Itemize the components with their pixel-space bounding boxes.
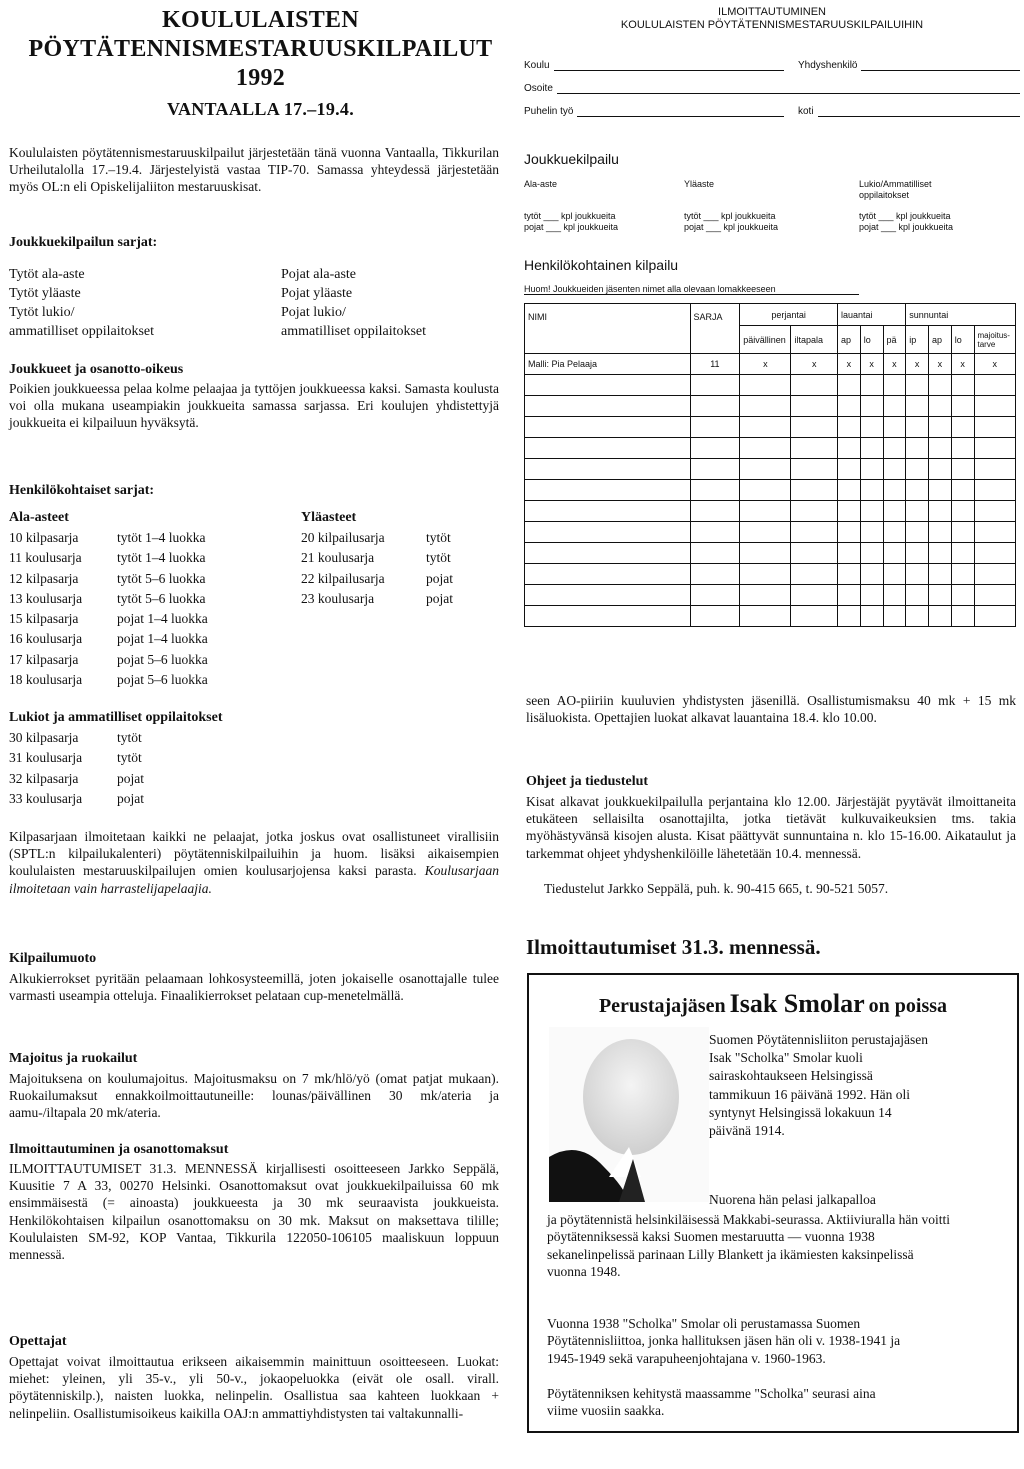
lukio-series-list: [9, 728, 197, 809]
registration-heading: Ilmoittautuminen ja osanottomaksut: [9, 1142, 229, 1157]
format-text: Alkukierrokset pyritään pelaamaan lohkosysteemillä, joten jokaiselle osanottajalle tulee varmasti useampia otteluja. Finaalikierrokset pelataan cup-menetelmällä.: [9, 971, 499, 1004]
obituary-title-pre: Perustajajäsen: [598, 995, 726, 1017]
format-heading: Kilpailumuoto: [9, 951, 97, 966]
ala-row: 15 kilpasarja pojat 1–4 luokka: [9, 611, 208, 627]
teachers-text: Opettajat voivat ilmoittautua erikseen aikaisemmin mainittuun osoitteeseen. Luokat: miehet: yleinen, yli 35-v., yli 50-v., jokaopeluokka (eivät ole osall. virall. pöytätenniskilp.), naisten luokka, nelinpelin. Osallistua saa kahteen luokkaan + nelinpeliin. Osallistumisoikeus kaikilla OAJ:n ammattiyhdistysten tai valtakunnalli-: [9, 1354, 499, 1421]
yla-row: 23 koulusarja pojat: [301, 590, 453, 606]
title-year: 1992: [235, 65, 286, 91]
series-item: Tytöt ala-aste: [9, 267, 85, 282]
form-row-school: [524, 60, 1020, 71]
table-row[interactable]: [525, 396, 1016, 417]
col-header-ip: ip: [906, 326, 929, 354]
deadline-headline: Ilmoittautumiset 31.3. mennessä.: [526, 935, 821, 959]
col-header-series: SARJA: [690, 304, 740, 354]
example-mark: x: [838, 354, 861, 375]
series-item: ammatilliset oppilaitokset: [281, 324, 427, 339]
osoite-field[interactable]: [557, 93, 1020, 94]
teachers-heading: Opettajat: [9, 1334, 67, 1349]
phone-work-label: Puhelin työ: [524, 106, 574, 117]
example-mark: x: [906, 354, 929, 375]
series-item: Tytöt lukio/: [9, 305, 75, 320]
team-series-boys: [281, 265, 426, 341]
phone-home-label: koti: [798, 106, 814, 117]
table-row[interactable]: [525, 459, 1016, 480]
form-title-2: KOULULAISTEN PÖYTÄTENNISMESTARUUSKILPAILUIHIN: [620, 19, 924, 31]
col-header-sunday: sunnuntai: [906, 304, 1016, 326]
table-row[interactable]: [525, 480, 1016, 501]
obituary-title-name: Isak Smolar: [729, 989, 865, 1018]
team-competition-grid: [524, 179, 1020, 201]
lodging-text: Majoituksena on koulumajoitus. Majoitusmaksu on 7 mk/hlö/yö (omat patjat mukaan). Ruokailumaksut ennakkoilmoittautuneille: lounas/päivällinen 30 mk/ateria ja aamu-/iltapala 20 mk/ateria.: [9, 1071, 499, 1121]
table-row[interactable]: [525, 522, 1016, 543]
team-series-girls: [9, 265, 281, 341]
lukio-row: 30 kilpasarja tytöt: [9, 730, 142, 745]
obituary-para-3: Vuonna 1938 "Scholka" Smolar oli perustamassa Suomen Pöytätennisliittoa, jonka hallituksen jäsen hän oli v. 1938-1941 ja 1945-1949 sekä varapuheenjohtajana v. 1960-1963.: [547, 1316, 901, 1366]
series-note-text: Kilpasarjaan ilmoitetaan kaikki ne pelaajat, jotka joskus ovat osallistuneet virallisiin (SPTL:n kilpailukalenteri) pöytätenniskilpailuihin ja huom. lisäksi aikaisempien koululaisten mestaruuskilpailujen omien koulusarjojensa kaksi parasta.: [9, 829, 499, 879]
series-item: Pojat lukio/: [281, 305, 346, 320]
example-mark: x: [740, 354, 791, 375]
koulu-field[interactable]: [554, 70, 784, 71]
ala-row: 12 kilpasarja tytöt 5–6 luokka: [9, 570, 206, 586]
col-header-friday: perjantai: [740, 304, 838, 326]
portrait-photo: [549, 1027, 709, 1202]
title-line-2: PÖYTÄTENNISMESTARUUSKILPAILUT: [28, 36, 493, 62]
contact-label: Yhdyshenkilö: [798, 60, 858, 71]
yla-row: 20 kilpailusarja tytöt: [301, 530, 451, 545]
lukio-row: 33 koulusarja pojat: [9, 790, 144, 806]
phone-work-field[interactable]: [577, 116, 784, 117]
form-title-1: ILMOITTAUTUMINEN: [718, 6, 826, 18]
col-ala-label: Ala-aste: [524, 179, 558, 189]
count-yla[interactable]: tytöt ___ kpl joukkueita pojat ___ kpl joukkueita: [684, 211, 779, 232]
ala-row: 17 kilpasarja pojat 5–6 luokka: [9, 651, 208, 667]
obituary-para-4: Pöytätenniksen kehitystä maassamme "Scholka" seurasi aina viime vuosiin saakka.: [547, 1386, 876, 1419]
table-row[interactable]: [525, 585, 1016, 606]
table-row[interactable]: [525, 606, 1016, 627]
eligibility-text: Poikien joukkueessa pelaa kolme pelaajaa ja tyttöjen joukkueessa kaksi. Samasta koulusta voi olla mukana useampiakin joukkueita samassa sarjassa. Eri koulujen yhdistettyjä joukkueita ei kilpailuun hyväksytä.: [9, 381, 499, 431]
example-mark: x: [883, 354, 906, 375]
individual-heading: Henkilökohtaiset sarjat:: [9, 483, 155, 498]
team-competition-heading: Joukkuekilpailu: [524, 151, 619, 167]
series-item: Pojat ala-aste: [281, 267, 357, 282]
page-title: [8, 6, 513, 93]
form-row-phone: [524, 106, 1020, 117]
col-header-lo: lo: [860, 326, 883, 354]
table-row[interactable]: [525, 564, 1016, 585]
count-ala[interactable]: tytöt ___ kpl joukkueita pojat ___ kpl joukkueita: [524, 211, 619, 232]
table-row[interactable]: [525, 543, 1016, 564]
lukio-heading: Lukiot ja ammatilliset oppilaitokset: [9, 710, 223, 725]
example-mark: x: [974, 354, 1016, 375]
col-lukio-label: Lukio/Ammatilliset oppilaitokset: [859, 179, 932, 200]
contact-field[interactable]: [861, 70, 1020, 71]
individual-competition-heading: Henkilökohtainen kilpailu: [524, 257, 679, 273]
lukio-row: 32 kilpasarja pojat: [9, 770, 144, 786]
example-mark: x: [860, 354, 883, 375]
table-row[interactable]: [525, 375, 1016, 396]
obituary-box: [527, 973, 1019, 1433]
title-line-1: KOULULAISTEN: [162, 7, 359, 33]
obituary-para-2: ja pöytätennistä helsinkiläisessä Makkabi-seurassa. Aktiiviuralla hän voitti pöytätenniksessä kaksi Suomen mestaruutta — vuonna 1938 sekanelinpelissä parinaan Lilly Blankett ja ikämiesten kaksinpelissä vuonna 1948.: [547, 1212, 951, 1280]
instructions-text: Kisat alkavat joukkuekilpailulla perjantaina klo 12.00. Järjestäjät pyytävät ilmoittaneita etukäteen sellaisilta osanottajilta, jotka tietävät kulkuvaikeuksien tms. takia myöhästyvänsä kisojen alusta. Kisat päättyvät sunnuntaina n. klo 15-16.00. Aikataulut ja tarkemmat ohjeet yhdyshenkilöille lähetetään 10.4. mennessä.: [526, 794, 1016, 861]
phone-home-field[interactable]: [818, 116, 1020, 117]
table-row[interactable]: [525, 501, 1016, 522]
col-header-evening-snack: iltapala: [791, 326, 838, 354]
example-mark: x: [929, 354, 952, 375]
lodging-heading: Majoitus ja ruokailut: [9, 1051, 138, 1066]
col-yla-label: Yläaste: [684, 179, 715, 189]
form-row-address: [524, 83, 1020, 94]
yla-heading: Yläasteet: [301, 510, 357, 525]
intro-text: Koululaisten pöytätennismestaruuskilpailut järjestetään tänä vuonna Vantaalla, Tikkurilan Urheilutalolla 17.–19.4. Järjestelyistä vastaa TIP-70. Samassa yhteydessä järjestetään myös OL:n eli Opiskelijaliiton mestaruuskisat.: [9, 145, 499, 195]
example-name: Malli: Pia Pelaaja: [525, 354, 691, 375]
col-header-lodging: majoitus-tarve: [974, 326, 1016, 354]
example-series: 11: [690, 354, 740, 375]
series-item: Pojat yläaste: [281, 286, 353, 301]
table-row[interactable]: [525, 438, 1016, 459]
col-header-lo: lo: [951, 326, 974, 354]
ala-heading: Ala-asteet: [9, 510, 69, 525]
ala-row: 13 koulusarja tytöt 5–6 luokka: [9, 590, 206, 606]
form-title: [524, 6, 1020, 32]
ala-row: 16 koulusarja pojat 1–4 luokka: [9, 631, 208, 647]
col-header-pa: pä: [883, 326, 906, 354]
example-mark: x: [791, 354, 838, 375]
series-note-italic: Koulusarjaan ilmoitetaan vain harrastelijapelaajia.: [9, 863, 500, 896]
title-place: VANTAALLA 17.–19.4.: [166, 99, 355, 119]
contact-info: Tiedustelut Jarkko Seppälä, puh. k. 90-415 665, t. 90-521 5057.: [544, 881, 889, 896]
table-row[interactable]: [525, 417, 1016, 438]
series-item: Tytöt yläaste: [9, 286, 81, 301]
registration-text: ILMOITTAUTUMISET 31.3. MENNESSÄ kirjallisesti osoitteeseen Jarkko Seppälä, Kuusitie 7 A 33, 00270 Helsinki. Osanottomaksut ovat joukkuekilpailuissa 60 mk ensimmäisestä (= ainoasta) joukkueesta ja 30 mk seuraavista joukkueista. Henkilökohtaisen kilpailun osanottomaksu on 30 mk. Maksut on maksettava tilille; Koululaisten SM-92, KOP Vantaa, Tikkurila 122050-106105 maaliskuun loppuun mennessä.: [9, 1161, 499, 1263]
form: [524, 6, 1020, 627]
col-header-name: NIMI: [525, 304, 691, 354]
obituary-title-post: on poissa: [868, 995, 948, 1017]
obituary-para-1: Suomen Pöytätennisliiton perustajajäsen Isak "Scholka" Smolar kuoli sairaskohtaukseen Helsingissä tammikuun 16 päivänä 1992. Hän oli syntynyt Helsingissä lokakuun 14 päivänä 1914.: [709, 1032, 928, 1139]
series-note: [9, 828, 499, 897]
yla-row: 21 koulusarja tytöt: [301, 550, 451, 566]
eligibility-heading: Joukkueet ja osanotto-oikeus: [9, 362, 184, 377]
col-header-ap: ap: [838, 326, 861, 354]
team-series-list: [9, 265, 509, 341]
obituary-title: [529, 989, 1017, 1019]
col-header-saturday: lauantai: [838, 304, 906, 326]
team-counts-grid: [524, 211, 1020, 233]
yla-series-list: [301, 528, 486, 609]
osoite-label: Osoite: [524, 83, 553, 94]
lukio-row: 31 koulusarja tytöt: [9, 750, 142, 766]
obituary-para-2-start: Nuorena hän pelasi jalkapalloa: [709, 1192, 876, 1207]
yla-row: 22 kilpailusarja pojat: [301, 570, 453, 586]
teachers-continuation: seen AO-piiriin kuuluvien yhdistysten jäsenillä. Osallistumismaksu 40 mk + 15 mk lisäluokista. Opettajien luokat alkavat lauantaina 18.4. klo 10.00.: [526, 693, 1016, 726]
ala-row: 11 koulusarja tytöt 1–4 luokka: [9, 550, 206, 566]
example-mark: x: [951, 354, 974, 375]
table-row-example: [525, 354, 1016, 375]
count-lukio[interactable]: tytöt ___ kpl joukkueita pojat ___ kpl joukkueita: [859, 211, 954, 232]
registration-table: [524, 303, 1016, 627]
ala-row: 10 kilpasarja tytöt 1–4 luokka: [9, 530, 206, 545]
instructions-heading: Ohjeet ja tiedustelut: [526, 774, 649, 789]
ala-row: 18 koulusarja pojat 5–6 luokka: [9, 672, 208, 688]
col-header-dinner: päivällinen: [740, 326, 791, 354]
col-header-ap: ap: [929, 326, 952, 354]
series-item: ammatilliset oppilaitokset: [9, 324, 155, 339]
portrait-image: [549, 1027, 709, 1202]
koulu-label: Koulu: [524, 60, 550, 71]
team-series-heading: Joukkuekilpailun sarjat:: [9, 235, 158, 250]
ala-series-list: [9, 528, 257, 690]
form-note: Huom! Joukkueiden jäsenten nimet alla olevaan lomakkeeseen: [524, 284, 859, 295]
